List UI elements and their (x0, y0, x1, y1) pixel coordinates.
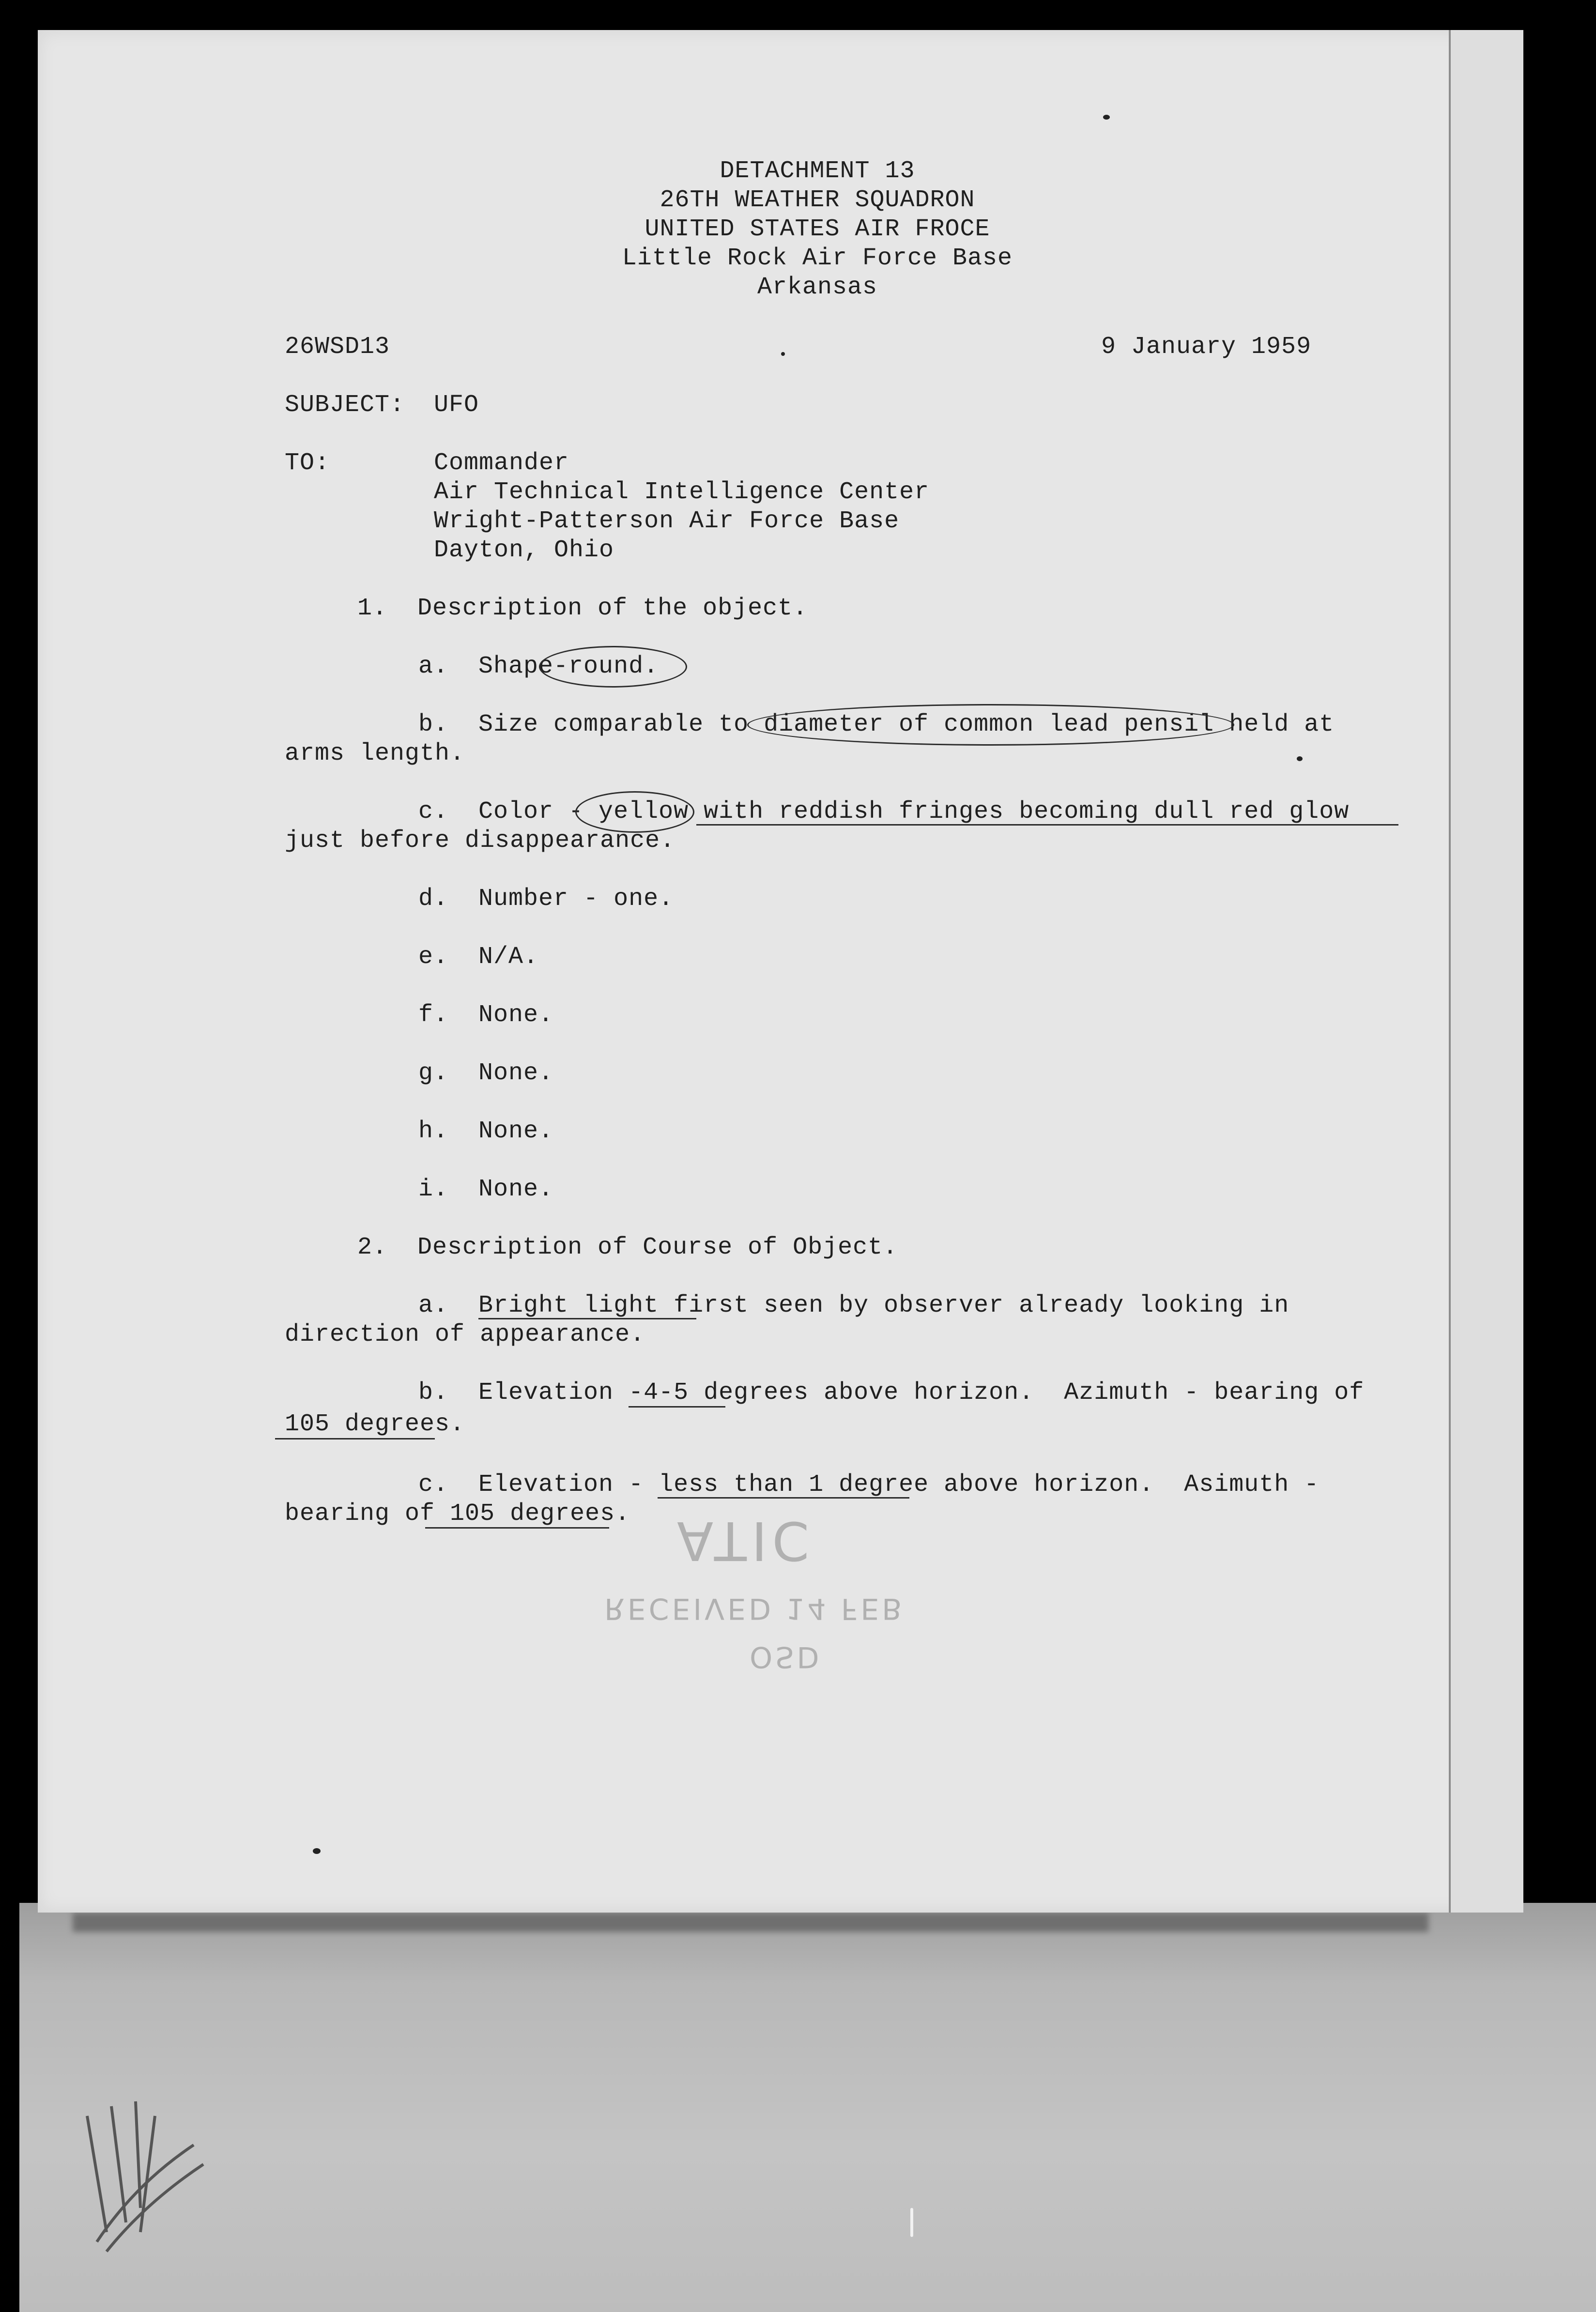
header-state: Arkansas (757, 274, 878, 301)
letter-body (38, 30, 1523, 1913)
item-1i: i. None. (418, 1176, 554, 1203)
speck (1297, 756, 1303, 761)
handwritten-scribble (68, 2087, 213, 2261)
speck (313, 1848, 321, 1854)
office-stamp: OSD (750, 1640, 822, 1674)
backing-board (19, 1903, 1596, 2312)
item-2a-line-1: a. Bright light first seen by observer already looking in (418, 1292, 1289, 1319)
section-2-heading: 2. Description of Course of Object. (357, 1234, 898, 1261)
item-1e: e. N/A. (418, 943, 539, 971)
letter-date: 9 January 1959 (1101, 333, 1312, 361)
page-shadow (73, 1913, 1428, 1932)
item-1c-line-1: c. Color - yellow with reddish fringes becoming dull red glow (418, 798, 1350, 826)
speck (781, 352, 785, 356)
file-reference: 26WSD13 (285, 333, 390, 361)
annotation-underline-color (696, 824, 1398, 826)
annotation-circle-shape (539, 646, 687, 688)
light-mark (910, 2208, 913, 2237)
section-1-heading: 1. Description of the object. (357, 595, 808, 622)
subject-value: UFO (434, 391, 479, 419)
atic-stamp: ATIC (677, 1510, 814, 1572)
item-2b-line-2: 105 degrees. (285, 1410, 465, 1438)
speck (1103, 115, 1110, 120)
to-line-4: Dayton, Ohio (434, 536, 614, 564)
header-service: UNITED STATES AIR FROCE (645, 215, 990, 243)
item-1d: d. Number - one. (418, 885, 674, 913)
item-2c-line-1: c. Elevation - less than 1 degree above horizon. Asimuth - (418, 1471, 1320, 1499)
item-1g: g. None. (418, 1059, 554, 1087)
annotation-underline-bright-light (478, 1318, 696, 1319)
to-line-1: Commander (434, 449, 569, 477)
item-2b-line-1: b. Elevation -4-5 degrees above horizon. Azimuth - bearing of (418, 1379, 1365, 1407)
subject-label: SUBJECT: (285, 391, 405, 419)
to-line-2: Air Technical Intelligence Center (434, 478, 930, 506)
annotation-underline-less-than (658, 1497, 909, 1499)
item-1h: h. None. (418, 1118, 554, 1145)
item-2a-line-2: direction of appearance. (285, 1321, 645, 1348)
annotation-underline-bearing-2 (425, 1527, 609, 1529)
annotation-circle-size (747, 704, 1234, 746)
to-line-3: Wright-Patterson Air Force Base (434, 507, 900, 535)
header-base: Little Rock Air Force Base (622, 245, 1013, 272)
item-2c-line-2: bearing of 105 degrees. (285, 1500, 630, 1528)
to-label: TO: (285, 449, 330, 477)
annotation-underline-bearing (275, 1438, 435, 1439)
header-unit: DETACHMENT 13 (720, 157, 915, 185)
received-stamp: RECEIVED 14 FEB (604, 1592, 905, 1625)
annotation-underline-elevation (629, 1406, 725, 1408)
item-1b-line-2: arms length. (285, 740, 465, 767)
item-1b-line-1: b. Size comparable to diameter of common lead pensil held at (418, 711, 1335, 738)
item-1a: a. Shape-round. (418, 653, 659, 680)
header-squadron: 26TH WEATHER SQUADRON (660, 186, 975, 214)
document-page (38, 30, 1523, 1913)
item-1c-line-2: just before disappearance. (285, 827, 675, 855)
item-1f: f. None. (418, 1001, 554, 1029)
annotation-circle-color (575, 791, 694, 833)
